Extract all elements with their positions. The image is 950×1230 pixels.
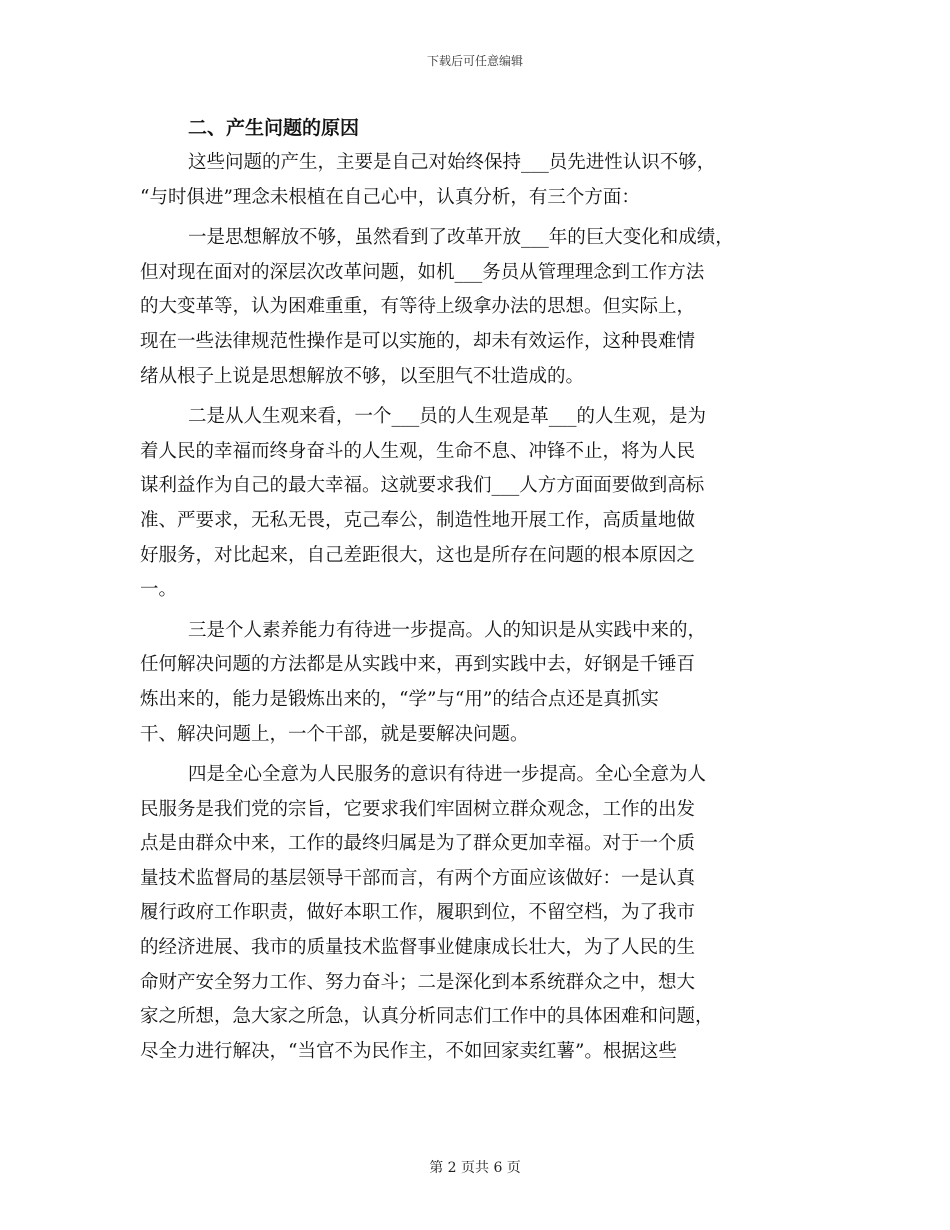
paragraph [140, 614, 810, 752]
paragraph [140, 146, 810, 215]
section-title: 二、产生问题的原因 [188, 117, 360, 139]
paragraph-line: 但对现在面对的深层次改革问题，如机___务员从管理理念到工作方法 [140, 261, 705, 283]
paragraph [140, 221, 810, 394]
paragraph-line: “与时俱进”理念未根植在自己心中，认真分析，有三个方面： [140, 186, 640, 208]
paragraph-line: 尽全力进行解决，“当官不为民作主，不如回家卖红薯”。根据这些 [140, 1040, 677, 1062]
paragraph-line: 量技术监督局的基层领导干部而言，有两个方面应该做好：一是认真 [140, 867, 696, 889]
paragraph-line: 二是从人生观来看，一个___员的人生观是革___的人生观，是为 [188, 406, 707, 428]
paragraph-line: 绪从根子上说是思想解放不够，以至胆气不壮造成的。 [140, 365, 585, 387]
paragraph-line: 履行政府工作职责，做好本职工作，履职到位，不留空档，为了我市 [140, 902, 696, 924]
paragraph-line: 谋利益作为自己的最大幸福。这就要求我们___人方方面面要做到高标 [140, 475, 705, 497]
paragraph-line: 着人民的幸福而终身奋斗的人生观，生命不息、冲锋不止，将为人民 [140, 440, 696, 462]
paragraph-line: 干、解决问题上，一个干部，就是要解决问题。 [140, 723, 529, 745]
document-body [140, 112, 810, 1069]
paragraph-line: 民服务是我们党的宗旨，它要求我们牢固树立群众观念，工作的出发 [140, 798, 696, 820]
paragraph-line: 这些问题的产生，主要是自己对始终保持___员先进性认识不够， [188, 152, 716, 173]
paragraph-line: 准、严要求，无私无畏，克己奉公，制造性地开展工作，高质量地做 [140, 509, 696, 531]
paragraph-line: 命财产安全努力工作、努力奋斗；二是深化到本系统群众之中，想大 [140, 971, 696, 993]
paragraph-line: 一是思想解放不够，虽然看到了改革开放___年的巨大变化和成绩， [188, 227, 734, 249]
paragraph-line: 点是由群众中来，工作的最终归属是为了群众更加幸福。对于一个质 [140, 833, 696, 855]
paragraph-line: 一。 [140, 579, 178, 601]
paragraph-line: 四是全心全意为人民服务的意识有待进一步提高。全心全意为人 [188, 764, 707, 786]
paragraph-line: 炼出来的，能力是锻炼出来的，“学”与“用”的结合点还是真抓实 [140, 688, 659, 710]
paragraph-line: 家之所想，急大家之所急，认真分析同志们工作中的具体困难和问题， [140, 1006, 714, 1028]
page-header: 下载后可任意编辑 [426, 54, 523, 68]
paragraph-line: 任何解决问题的方法都是从实践中来，再到实践中去，好钢是千锤百 [140, 654, 696, 676]
paragraph [140, 758, 810, 1069]
paragraph-line: 的大变革等，认为困难重重，有等待上级拿办法的思想。但实际上， [140, 296, 696, 318]
page-footer: 第 2 页共 6 页 [429, 1160, 521, 1176]
paragraph [140, 400, 810, 608]
paragraph-list [140, 146, 810, 1069]
paragraph-line: 好服务，对比起来，自己差距很大，这也是所存在问题的根本原因之 [140, 544, 696, 566]
paragraph-line: 的经济进展、我市的质量技术监督事业健康成长壮大，为了人民的生 [140, 937, 696, 959]
paragraph-line: 三是个人素养能力有待进一步提高。人的知识是从实践中来的， [188, 619, 707, 641]
paragraph-line: 现在一些法律规范性操作是可以实施的，却未有效运作，这种畏难情 [140, 330, 696, 352]
